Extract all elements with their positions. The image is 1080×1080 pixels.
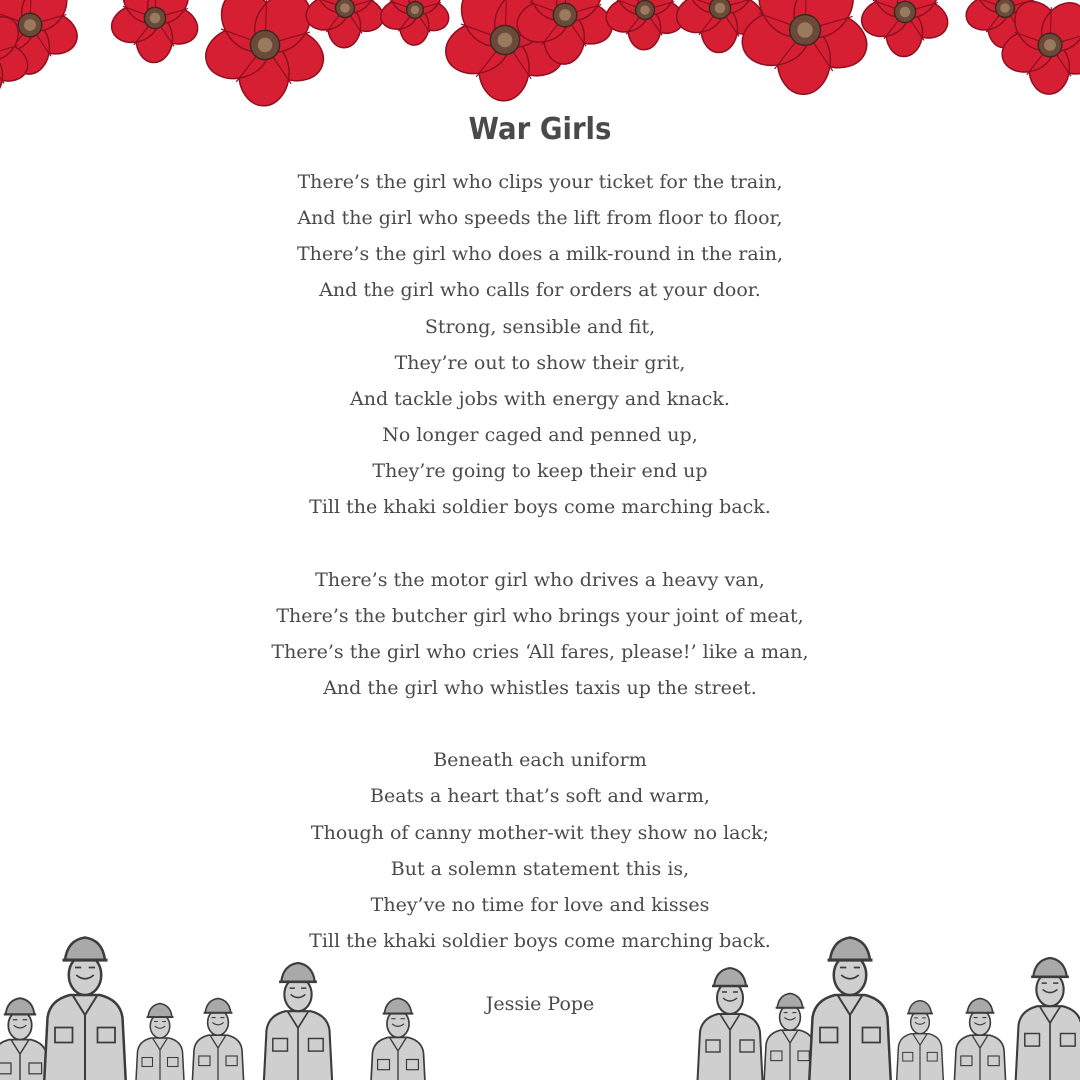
poem-line: There’s the girl who clips your ticket for the train, <box>297 171 783 193</box>
poem-line: No longer caged and penned up, <box>382 423 698 446</box>
poem-line: And the girl who calls for orders at your door. <box>319 279 761 302</box>
poem-line: Till the khaki soldier boys come marching back. <box>309 496 771 519</box>
poem-line: There’s the butcher girl who brings your joint of meat, <box>276 604 804 627</box>
soldier-figure-icon <box>1014 958 1080 1080</box>
soldier-figure-icon <box>0 998 51 1080</box>
soldier-figure-icon <box>808 938 893 1080</box>
poem-line: Though of canny mother-wit they show no lack; <box>310 821 770 844</box>
poem-author: Jessie Pope <box>485 993 595 1015</box>
soldier-figure-icon <box>191 998 245 1080</box>
poem-line: But a solemn statement this is, <box>390 857 690 880</box>
poem-body <box>0 164 1080 959</box>
soldiers-illustration-left <box>0 920 430 1080</box>
poem-line: And the girl who whistles taxis up the street. <box>323 676 757 699</box>
poem-line: There’s the motor girl who drives a heavy van, <box>315 568 765 591</box>
poem-title: War Girls <box>468 112 612 147</box>
poem-line: Strong, sensible and fit, <box>424 315 656 338</box>
soldier-figure-icon <box>369 998 427 1080</box>
poppy-flower-icon <box>857 0 953 57</box>
soldier-figure-icon <box>896 1001 945 1080</box>
poem-line: Beneath each uniform <box>433 749 647 772</box>
poppy-flowers-border <box>0 0 1080 120</box>
stanza-2 <box>0 562 1080 707</box>
soldier-figure-icon <box>262 963 333 1080</box>
poppy-flower-icon <box>602 0 688 50</box>
poem-line: And the girl who speeds the lift from floor to floor, <box>297 207 783 230</box>
poppy-flower-icon <box>107 0 203 63</box>
soldier-figure-icon <box>953 998 1007 1080</box>
poem-line: And tackle jobs with energy and knack. <box>350 387 730 410</box>
soldier-figure-icon <box>696 968 764 1080</box>
poem-line: They’re going to keep their end up <box>372 460 708 483</box>
poem-line: Beats a heart that’s soft and warm, <box>370 785 710 808</box>
stanza-1 <box>0 164 1080 525</box>
poem-line: They’ve no time for love and kisses <box>370 893 710 916</box>
soldier-figure-icon <box>135 1004 186 1080</box>
poppy-flower-icon <box>377 0 453 46</box>
poem-line: Till the khaki soldier boys come marching back. <box>309 929 771 952</box>
soldiers-illustration-right <box>680 920 1080 1080</box>
poem-line: There’s the girl who does a milk-round in the rain, <box>296 243 784 266</box>
poem-line: There’s the girl who cries ‘All fares, please!’ like a man, <box>271 640 809 663</box>
soldier-figure-icon <box>43 938 128 1080</box>
poem-line: They’re out to show their grit, <box>394 351 686 374</box>
